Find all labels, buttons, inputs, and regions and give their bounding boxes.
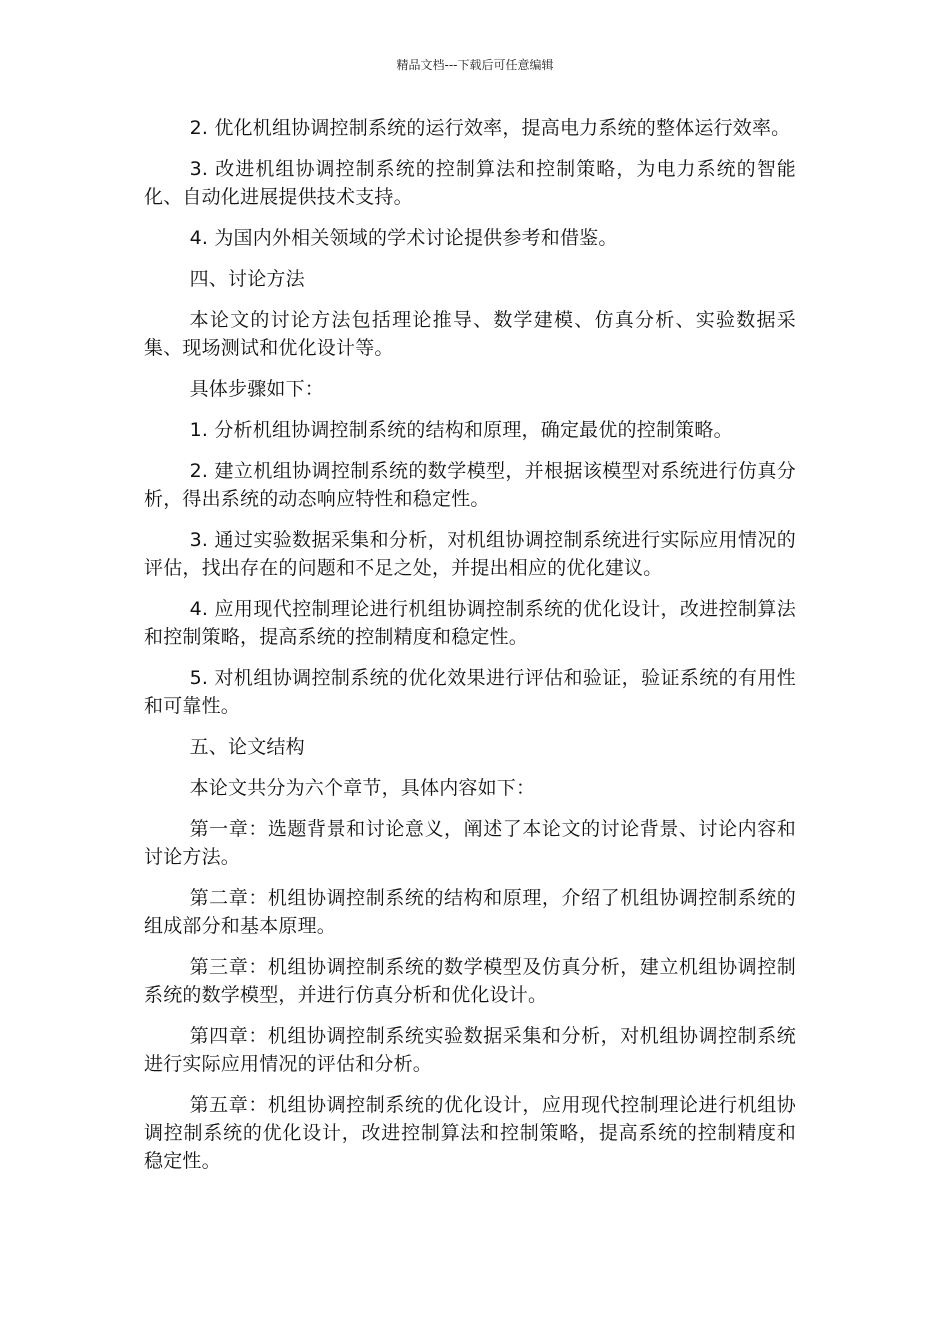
paragraph-steps-intro: 具体步骤如下： <box>189 378 324 400</box>
paragraph-step-1: 1. 分析机组协调控制系统的结构和原理，确定最优的控制策略。 <box>189 419 733 441</box>
paragraph-step-3: 3. 通过实验数据采集和分析，对机组协调控制系统进行实际应用情况的评估，找出存在的问题和不足之处，并提出相应的优化建议。 <box>144 529 796 579</box>
paragraph-step-5: 5. 对机组协调控制系统的优化效果进行评估和验证，验证系统的有用性和可靠性。 <box>144 667 796 717</box>
paragraph-goal-2: 2. 优化机组协调控制系统的运行效率，提高电力系统的整体运行效率。 <box>189 117 791 139</box>
paragraph-chapter-4: 第四章：机组协调控制系统实验数据采集和分析，对机组协调控制系统进行实际应用情况的评估和分析。 <box>144 1025 796 1075</box>
paragraph-goal-3: 3. 改进机组协调控制系统的控制算法和控制策略，为电力系统的智能化、自动化进展提供技术支持。 <box>144 158 796 208</box>
paragraph-chapter-3: 第三章：机组协调控制系统的数学模型及仿真分析，建立机组协调控制系统的数学模型，并进行仿真分析和优化设计。 <box>144 956 796 1006</box>
document-body <box>144 114 796 1188</box>
paragraph-structure-intro: 本论文共分为六个章节，具体内容如下： <box>189 777 536 799</box>
page-header: 精品文档---下载后可任意编辑 <box>396 58 554 72</box>
paragraph-goal-4: 4. 为国内外相关领域的学术讨论提供参考和借鉴。 <box>189 227 618 249</box>
paragraph-chapter-5: 第五章：机组协调控制系统的优化设计，应用现代控制理论进行机组协调控制系统的优化设计，改进控制算法和控制策略，提高系统的控制精度和稳定性。 <box>144 1094 796 1172</box>
paragraph-chapter-1: 第一章：选题背景和讨论意义，阐述了本论文的讨论背景、讨论内容和讨论方法。 <box>144 818 796 868</box>
section-heading-methods: 四、讨论方法 <box>189 268 305 290</box>
paragraph-step-2: 2. 建立机组协调控制系统的数学模型，并根据该模型对系统进行仿真分析，得出系统的动态响应特性和稳定性。 <box>144 460 796 510</box>
section-heading-structure: 五、论文结构 <box>189 736 305 758</box>
paragraph-step-4: 4. 应用现代控制理论进行机组协调控制系统的优化设计，改进控制算法和控制策略，提高系统的控制精度和稳定性。 <box>144 598 796 648</box>
paragraph-methods-intro: 本论文的讨论方法包括理论推导、数学建模、仿真分析、实验数据采集、现场测试和优化设计等。 <box>144 309 796 359</box>
paragraph-chapter-2: 第二章：机组协调控制系统的结构和原理，介绍了机组协调控制系统的组成部分和基本原理。 <box>144 887 796 937</box>
